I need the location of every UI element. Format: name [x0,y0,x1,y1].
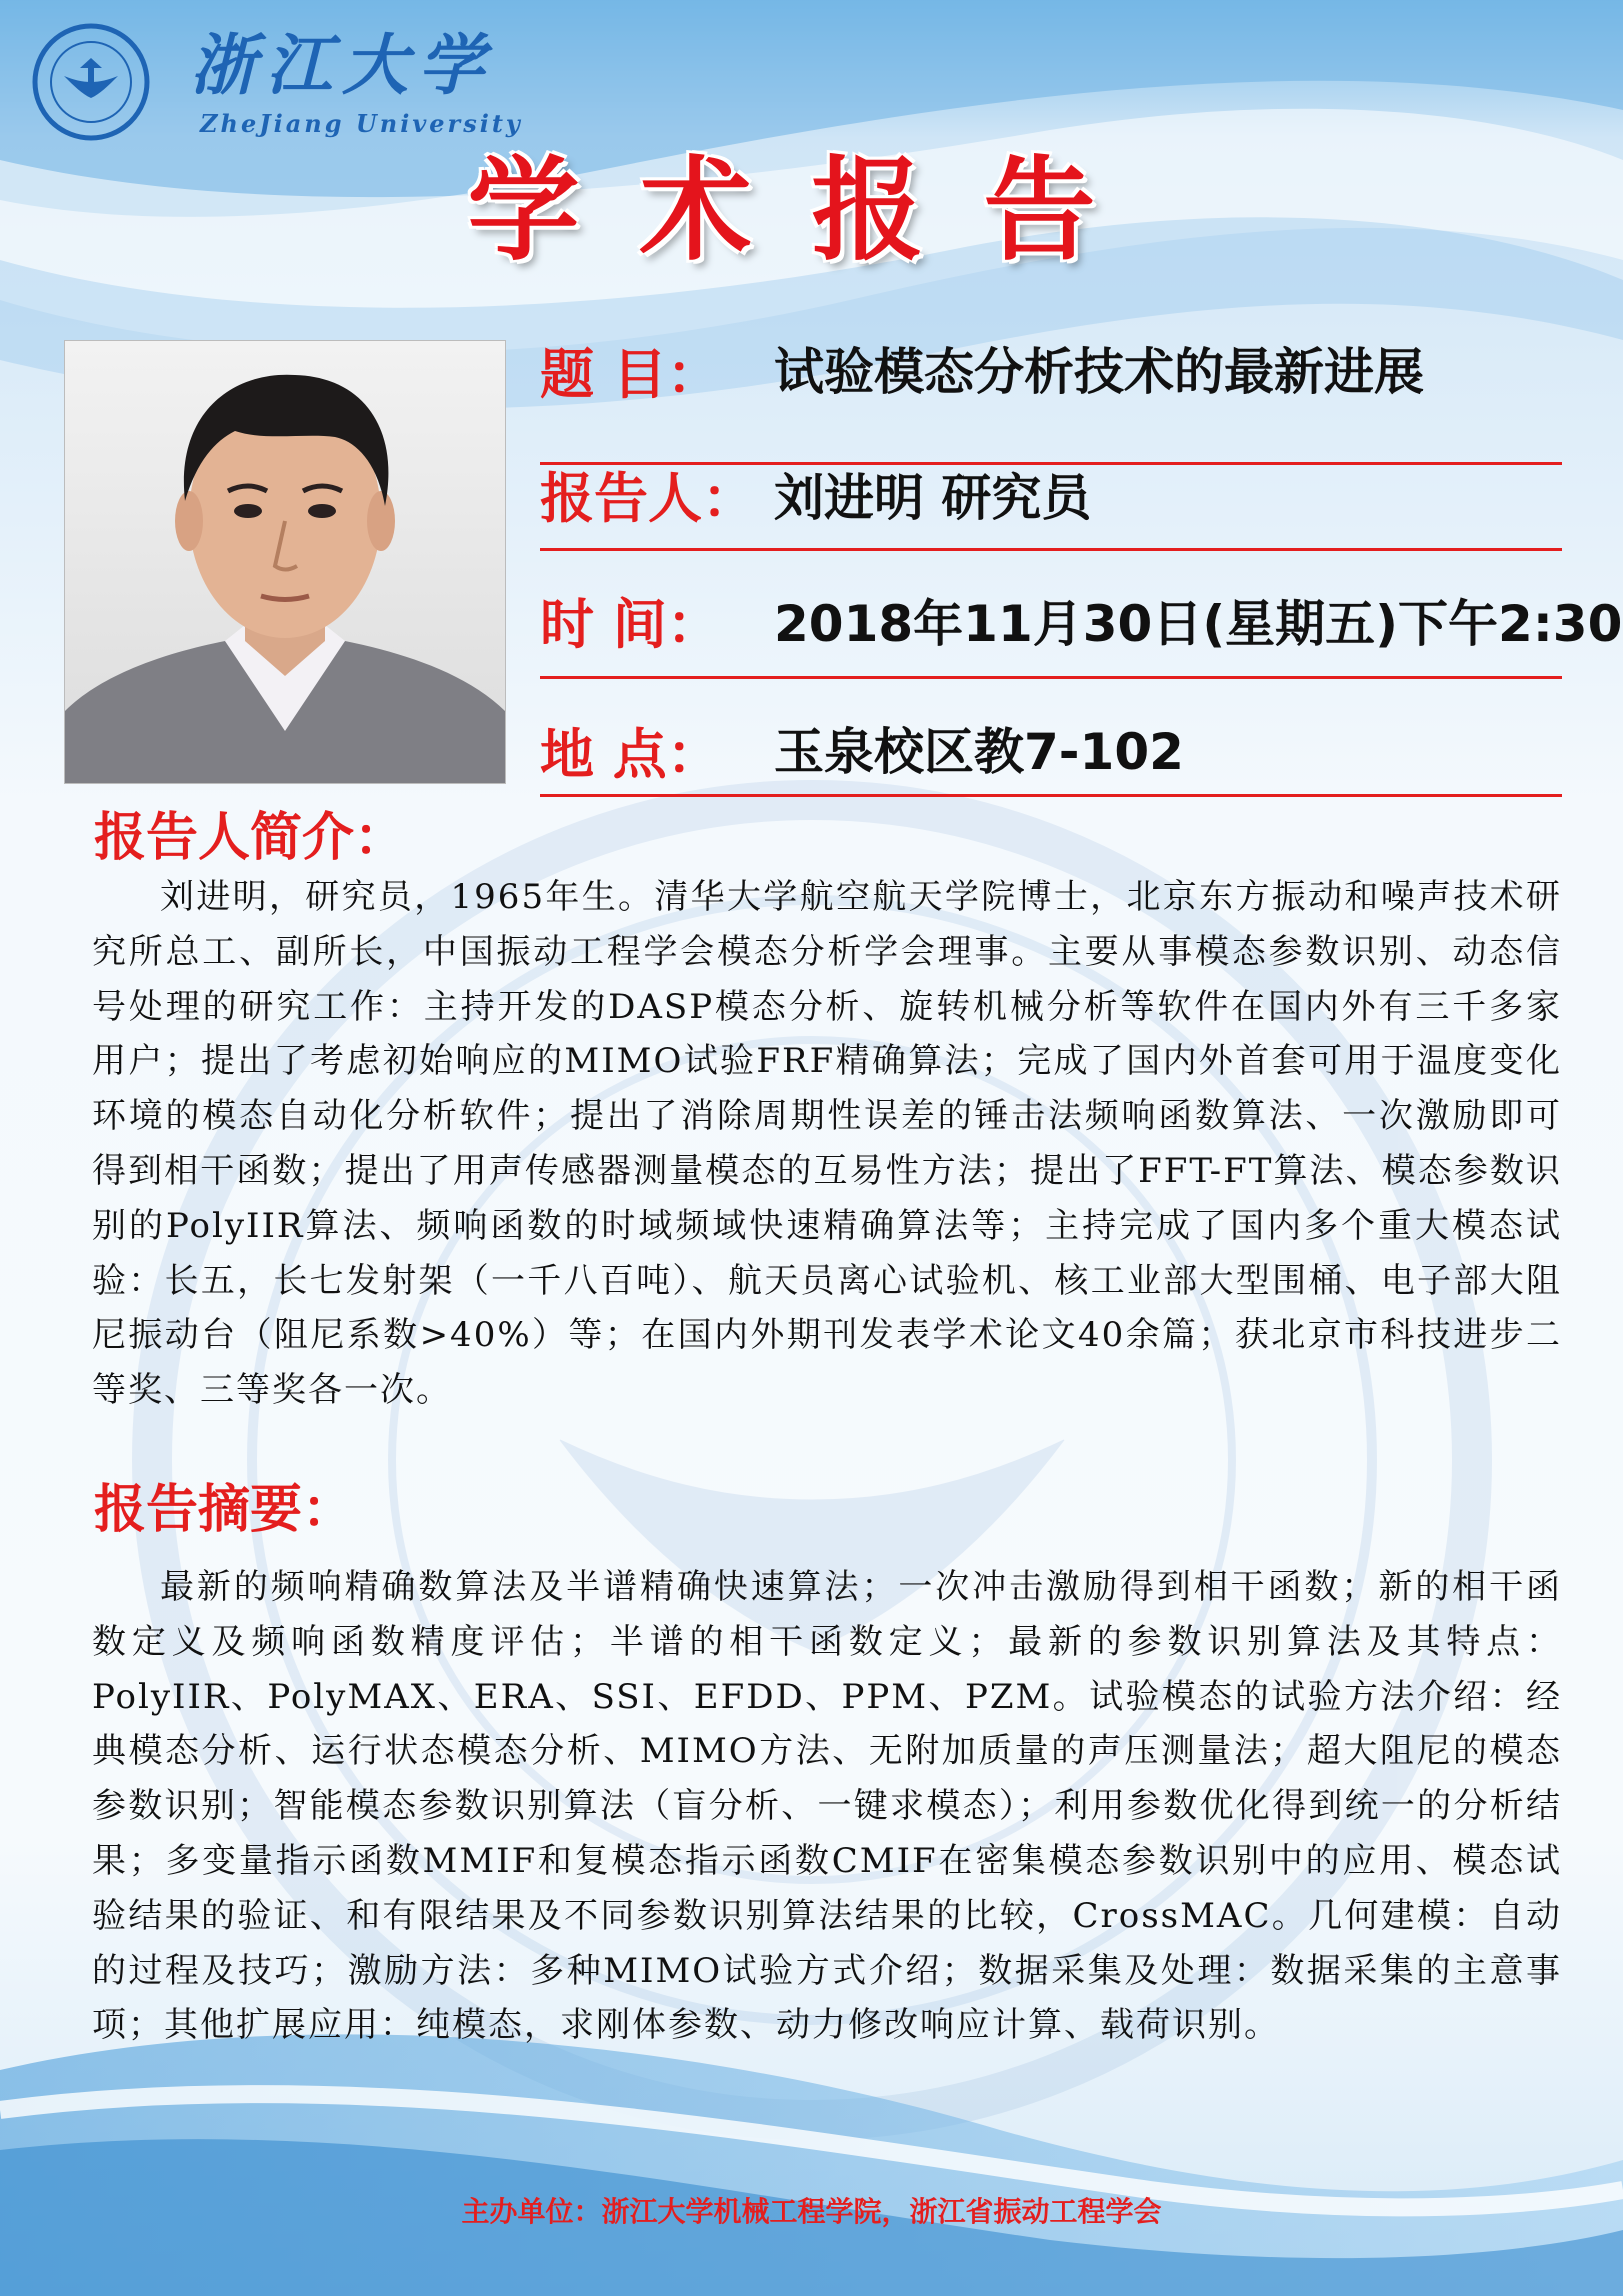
topic-value: 试验模态分析技术的最新进展 [774,343,1424,401]
poster-title: 学术报告 [467,146,1156,276]
speaker-photo [64,340,506,784]
university-name-en: ZheJiang University [200,109,523,138]
speaker-row [540,430,1562,548]
bio-text: 刘进明，研究员，1965年生。清华大学航空航天学院博士，北京东方振动和噪声技术研究所总工、副所长，中国振动工程学会模态分析学会理事。主要从事模态参数识别、动态信号处理的研究工作：主持开发的DASP模态分析、旋转机械分析等软件在国内外有三千多家用户；提出了考虑初始响应的MIMO试验FRF精确算法；完成了国内外首套可用于温度变化环境的模态自动化分析软件；提出了消除周期性误差的锤击法频响函数算法、一次激励即可得到相干函数；提出了用声传感器测量模态的互易性方法；提出了FFT-FT算法、模态参数识别的PolyIIR算法、频响函数的时域频域快速精确算法等；主持完成了国内多个重大模态试验：长五，长七发射架（一千八百吨）、航天员离心试验机、核工业部大型围桶、电子部大阻尼振动台（阻尼系数>40%）等；在国内外期刊发表学术论文40余篇；获北京市科技进步二等奖、三等奖各一次。 [92,877,1562,1411]
university-logo [28,22,548,142]
place-row [540,676,1562,794]
speaker-value: 刘进明 研究员 [774,469,1092,527]
speaker-label: 报告人： [540,467,756,530]
abstract-heading: 报告摘要： [94,1480,355,1540]
time-value: 2018年11月30日(星期五)下午2:30 [774,595,1623,653]
topic-label: 题 目： [540,343,721,406]
bio-heading: 报告人简介： [94,808,407,868]
place-label: 地 点： [540,723,721,786]
time-label: 时 间： [540,593,721,656]
organizer-footer: 主办单位：浙江大学机械工程学院，浙江省振动工程学会 [461,2195,1162,2228]
time-row [540,548,1623,676]
abstract-text: 最新的频响精确数算法及半谱精确快速算法；一次冲击激励得到相干函数；新的相干函数定义及频响函数精度评估；半谱的相干函数定义；最新的参数识别算法及其特点：PolyIIR、PolyMAX、ERA、SSI、EFDD、PPM、PZM。试验模态的试验方法介绍：经典模态分析、运行状态模态分析、MIMO方法、无附加质量的声压测量法；超大阻尼的模态参数识别；智能模态参数识别算法（盲分析、一键求模态）；利用参数优化得到统一的分析结果；多变量指示函数MMIF和复模态指示函数CMIF在密集模态参数识别中的应用、模态试验结果的验证、和有限结果及不同参数识别算法结果的比较，CrossMAC。几何建模：自动的过程及技巧；激励方法：多种MIMO试验方式介绍；数据采集及处理：数据采集的主意事项；其他扩展应用：纯模态，求刚体参数、动力修改响应计算、载荷识别。 [92,1567,1562,2046]
place-value: 玉泉校区教7-102 [774,723,1184,781]
university-seal-icon [28,22,158,142]
university-name-cn: 浙江大学 [190,26,494,104]
